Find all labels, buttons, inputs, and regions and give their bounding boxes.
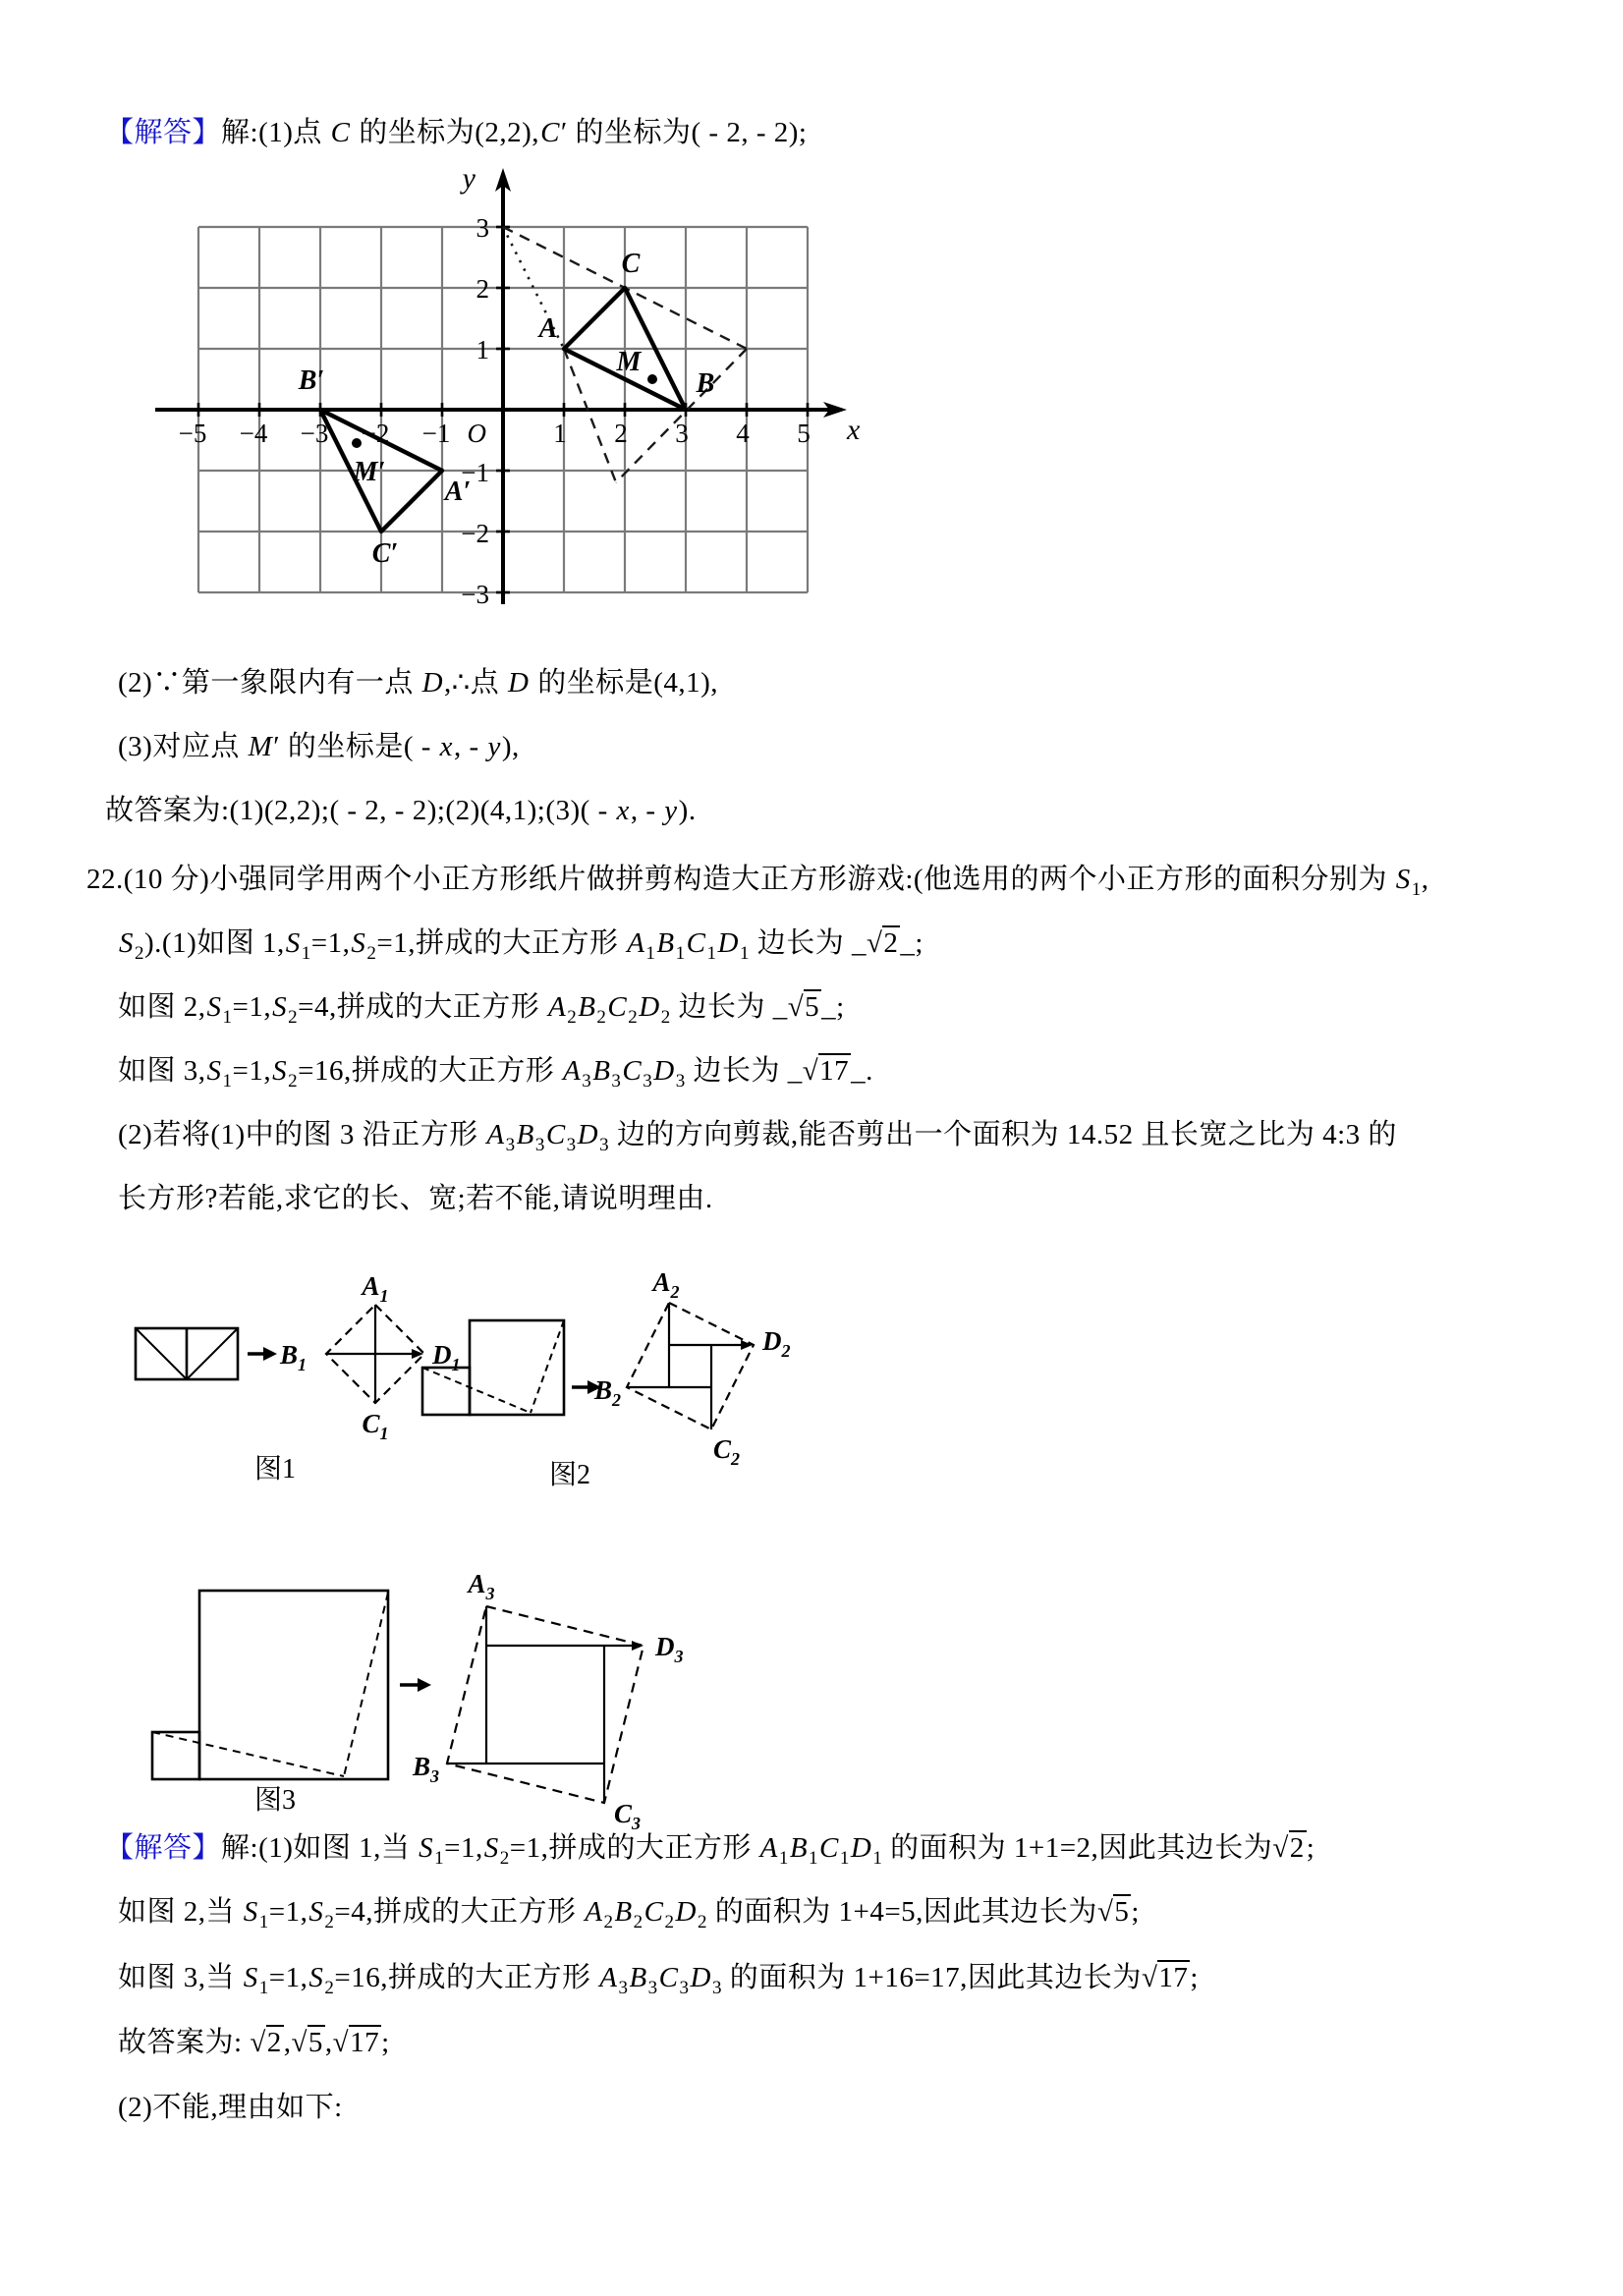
answer-label: 【解答】 — [105, 117, 222, 148]
y-axis-label: y — [462, 162, 476, 195]
fig3-label-D3: $D_3$ — [655, 1632, 684, 1666]
svg-text:2: 2 — [614, 419, 628, 448]
fig2-label-A2: $A_2$ — [652, 1267, 680, 1302]
answer-label: 【解答】 — [105, 1832, 222, 1864]
svg-text:3: 3 — [476, 213, 489, 243]
fig1-source-rectangle — [136, 1328, 238, 1379]
fig3-label-C3: $C_3$ — [614, 1799, 642, 1833]
fig2-label-C2: $C_2$ — [713, 1434, 741, 1469]
problem22-line2: $S_2).(1)$如图 $1,S_1=1,S_2=1$,拼成的大正方形 $A_1B_1C_1D_1$ 边长为 _√2_; — [119, 927, 923, 964]
solution22-answer-line: 故答案为: √2,√5,√17; — [118, 2027, 390, 2058]
solution22-line3: 如图 3,当 $S_1=1,S_2=16$,拼成的大正方形 $A_3B_3C_3D_3$ 的面积为 1+16=17,因此其边长为√17; — [118, 1962, 1199, 1998]
fig2-caption: 图2 — [548, 1460, 591, 1490]
figure-1-diagram — [128, 1269, 462, 1495]
solution21-line2: (2)∵第一象限内有一点 D,∴点 D 的坐标是(4,1), — [118, 667, 719, 699]
svg-text:−2: −2 — [361, 419, 390, 448]
fig1-caption: 图1 — [253, 1454, 297, 1484]
svg-text:−3: −3 — [300, 419, 329, 448]
fig3-inner-arrow-icon — [632, 1641, 644, 1651]
svg-text:B′: B′ — [298, 365, 325, 396]
svg-text:1: 1 — [553, 419, 567, 448]
solution22-line1: 【解答】解:(1)如图 1,当 $S_1=1,S_2=1$,拼成的大正方形 $A_1B_1C_1D_1$ 的面积为 1+1=2,因此其边长为√2; — [105, 1832, 1315, 1869]
solution21-answer-line: 故答案为:(1)(2,2);( - 2, - 2);(2)(4,1);(3)( - x, - y). — [105, 795, 697, 826]
svg-text:−1: −1 — [461, 458, 489, 487]
fig1-label-D1: $D_1$ — [432, 1340, 461, 1374]
fig2-label-B2: $B_2$ — [593, 1375, 621, 1410]
point-M-dot — [647, 374, 657, 384]
svg-text:2: 2 — [476, 274, 489, 304]
fig1-label-A1: $A_1$ — [362, 1271, 389, 1306]
svg-text:C: C — [621, 249, 641, 279]
x-axis-label: x — [847, 414, 861, 446]
svg-text:M′: M′ — [353, 457, 386, 487]
figure-2-diagram — [413, 1250, 806, 1495]
svg-text:4: 4 — [736, 419, 750, 448]
x-tick-labels — [179, 419, 811, 448]
fig3-transform-arrow-icon — [400, 1678, 431, 1692]
solution21-line3: (3)对应点 M′ 的坐标是( - x, - y), — [118, 731, 520, 762]
svg-text:5: 5 — [797, 419, 811, 448]
svg-text:−5: −5 — [178, 419, 207, 448]
fig1-label-C1: $C_1$ — [362, 1409, 389, 1443]
origin-label: O — [467, 419, 486, 448]
fig3-label-A3: $A_3$ — [468, 1569, 495, 1603]
svg-text:−2: −2 — [461, 519, 489, 548]
point-M-prime-dot — [352, 438, 362, 448]
fig2-label-D2: $D_2$ — [762, 1326, 791, 1361]
axes — [155, 180, 837, 604]
svg-text:A: A — [538, 313, 558, 344]
problem22-line1: 22.(10 分)小强同学用两个小正方形纸片做拼剪构造大正方形游戏:(他选用的两个小正方形的面积分别为 $S_1$, — [86, 864, 1429, 900]
solution21-line1: 【解答】解:(1)点 C 的坐标为(2,2),C′ 的坐标为( - 2, - 2); — [105, 117, 808, 148]
fig1-diamond — [326, 1305, 424, 1403]
svg-text:−1: −1 — [421, 419, 451, 448]
problem22-line3: 如图 $2,S_1=1,S_2=4$,拼成的大正方形 $A_2B_2C_2D_2$ 边长为 _√5_; — [118, 991, 845, 1028]
problem22-line5: (2)若将(1)中的图 3 沿正方形 $A_3B_3C_3D_3$ 边的方向剪裁,能否剪出一个面积为 14.52 且长宽之比为 4:3 的 — [118, 1119, 1397, 1155]
fig3-caption: 图3 — [253, 1785, 297, 1816]
svg-text:3: 3 — [675, 419, 689, 448]
solution22-line2: 如图 2,当 $S_1=1,S_2=4$,拼成的大正方形 $A_2B_2C_2D_2$ 的面积为 1+4=5,因此其边长为√5; — [118, 1896, 1140, 1932]
problem22-line6: 长方形?若能,求它的长、宽;若不能,请说明理由. — [118, 1183, 713, 1214]
fig3-label-B3: $B_3$ — [412, 1752, 439, 1786]
problem22-line4: 如图 $3,S_1=1,S_2=16$,拼成的大正方形 $A_3B_3C_3D_3$ 边长为 _√17_. — [118, 1055, 873, 1092]
fig2-inner-arrow-icon — [741, 1340, 753, 1350]
fig1-transform-arrow-icon — [248, 1347, 277, 1361]
svg-text:−4: −4 — [239, 419, 268, 448]
solution22-line5: (2)不能,理由如下: — [118, 2092, 343, 2123]
fig3-source-squares — [152, 1591, 388, 1779]
svg-text:A′: A′ — [444, 476, 472, 507]
svg-text:C′: C′ — [371, 538, 399, 569]
fig3-tilted-square — [447, 1606, 644, 1803]
fig2-tilted-square — [627, 1303, 754, 1429]
coordinate-grid-figure — [110, 123, 867, 653]
svg-text:−3: −3 — [461, 580, 489, 609]
svg-text:1: 1 — [476, 335, 489, 364]
svg-text:B: B — [696, 368, 715, 399]
fig2-source-squares — [422, 1320, 564, 1415]
fig1-label-B1: $B_1$ — [279, 1340, 307, 1374]
svg-text:M: M — [616, 347, 642, 377]
figure-3-diagram — [142, 1518, 693, 1833]
